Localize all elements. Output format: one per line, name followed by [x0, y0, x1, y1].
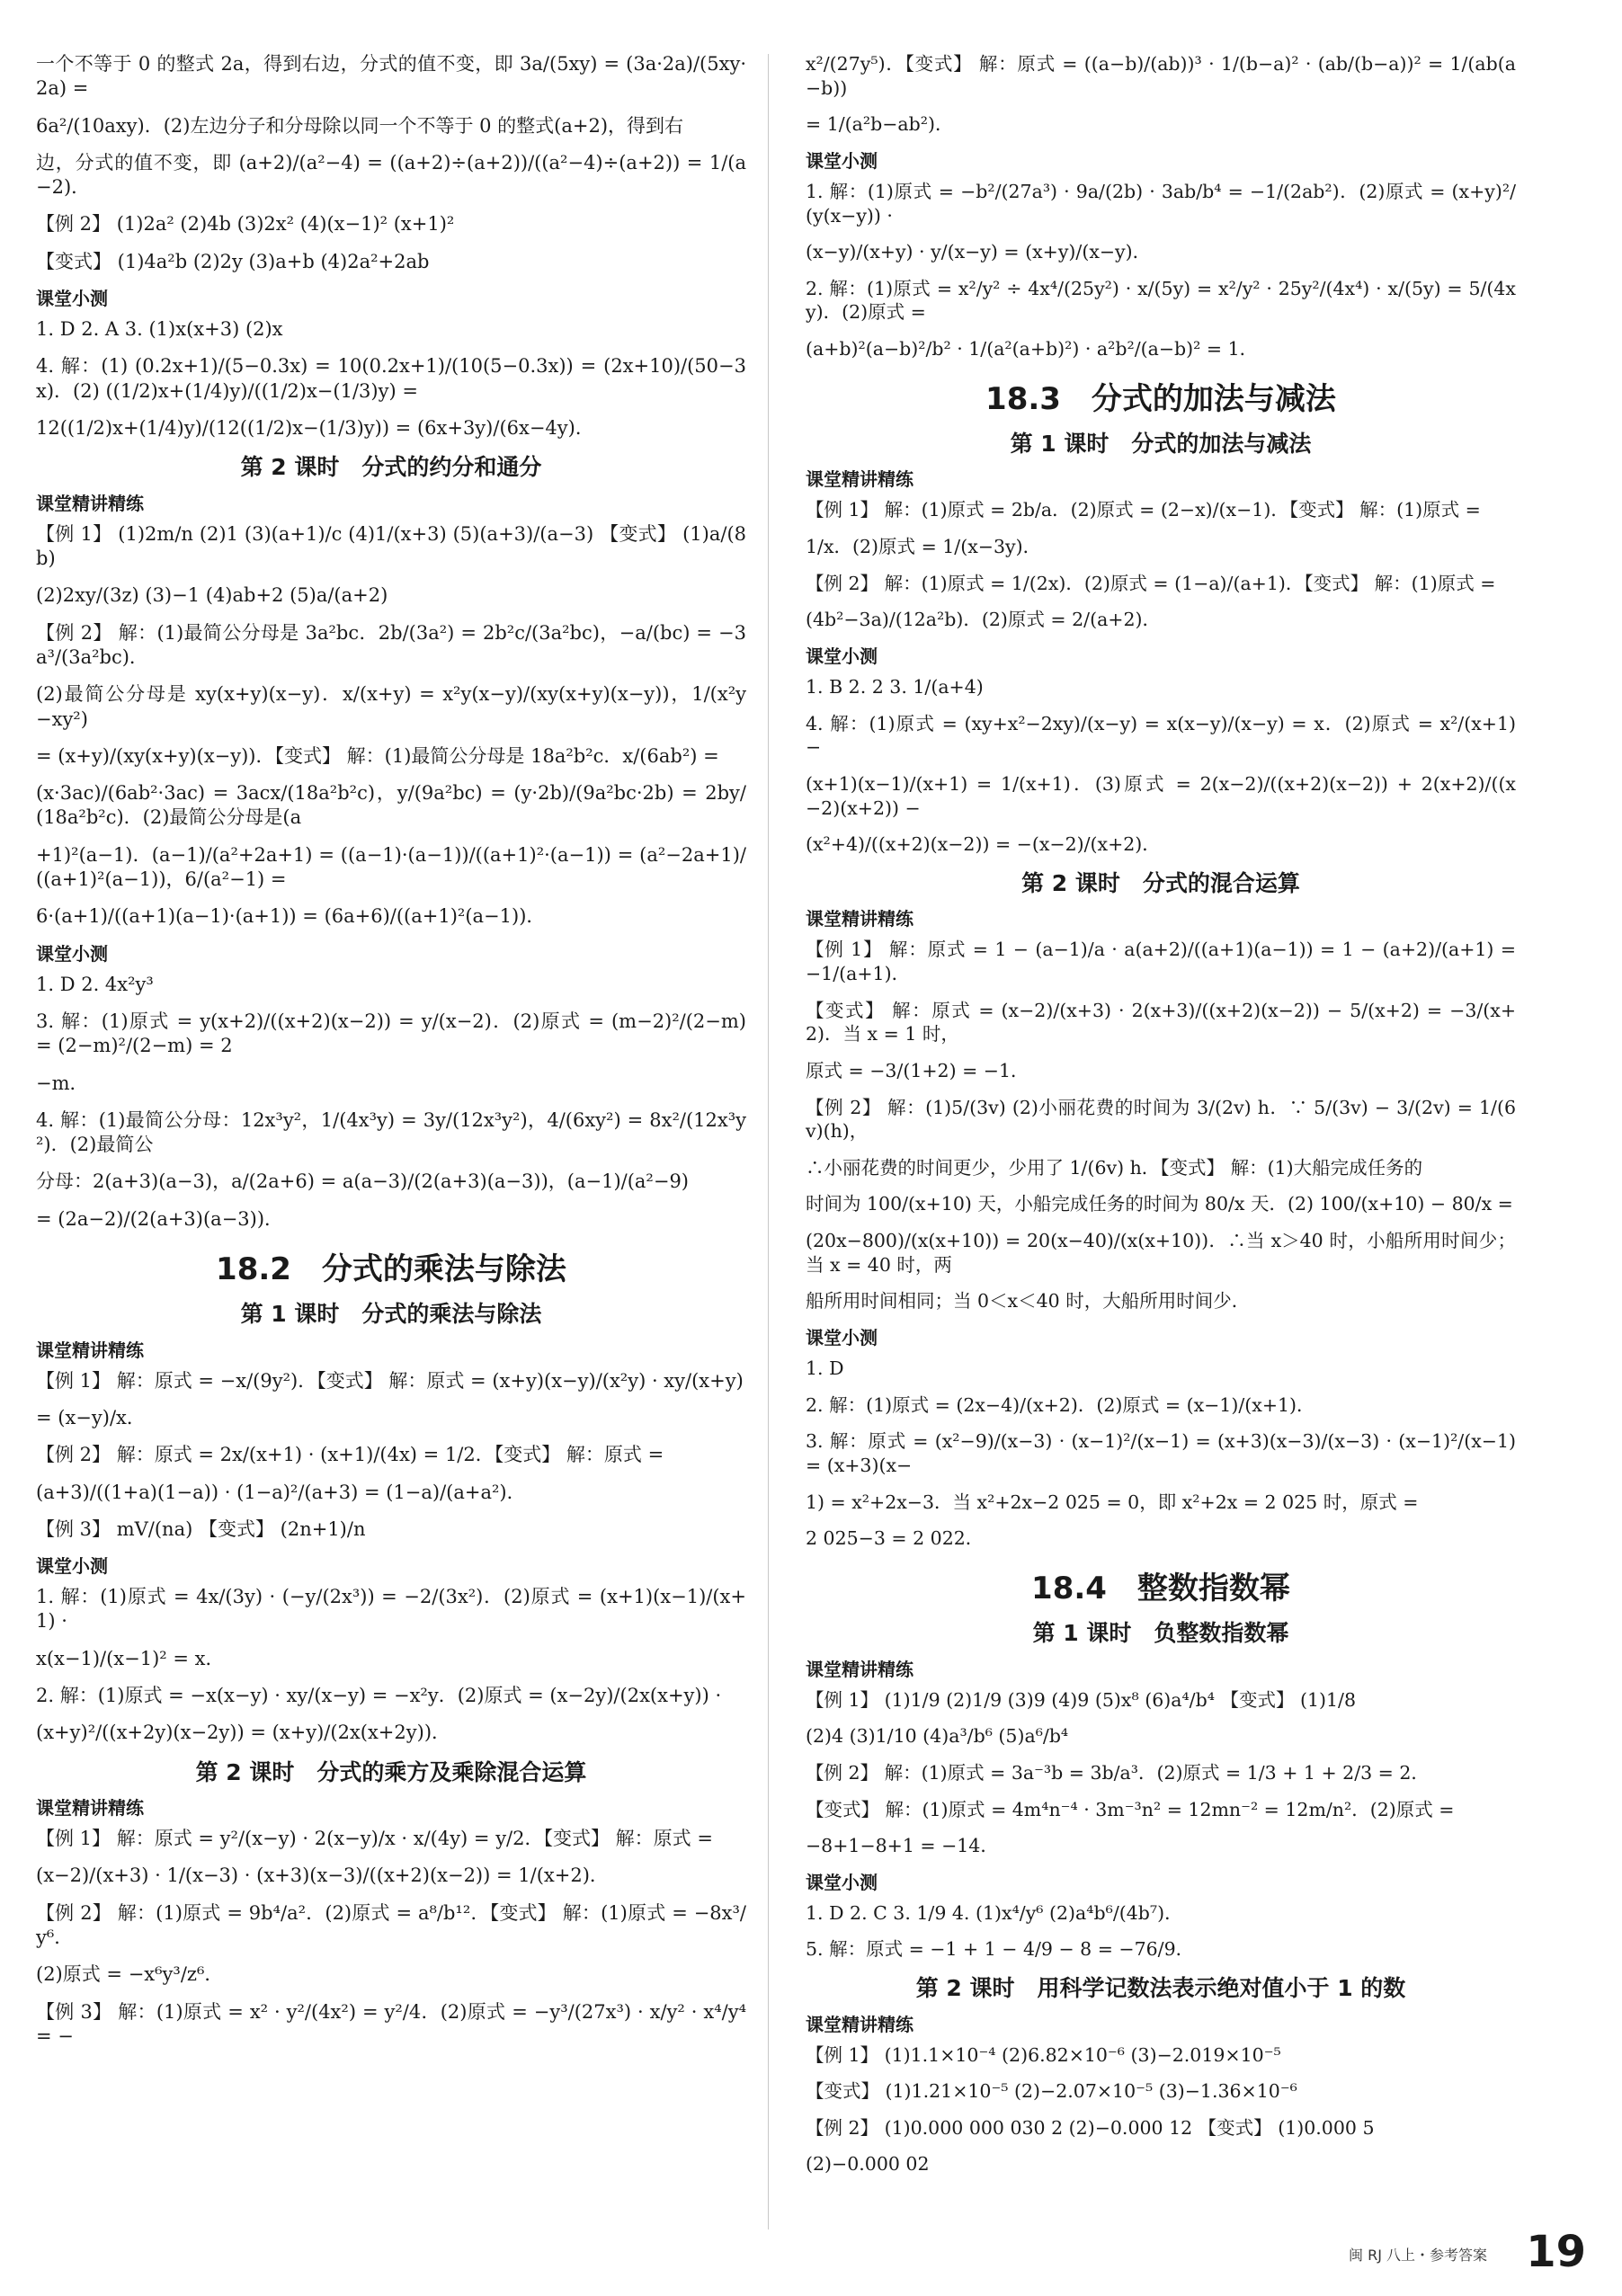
answer-line: 【例 1】 解：原式 = y²/(x−y) · 2(x−y)/x · x/(4y) = y/2．【变式】 解：原式 = — [36, 1828, 713, 1850]
answer-line: 【例 3】 mV/(na) 【变式】 (2n+1)/n — [36, 1517, 366, 1540]
lesson-title: 第 2 课时 分式的乘方及乘除混合运算 — [195, 1758, 587, 1785]
answer-line: (2)2xy/(3z) (3)−1 (4)ab+2 (5)a/(a+2) — [36, 584, 388, 607]
lesson-title: 第 1 课时 分式的乘法与除法 — [240, 1301, 542, 1328]
answer-line: (2)原式 = −x⁶y³/z⁶． — [36, 1963, 224, 1986]
answer-line: 1. D 2. C 3. 1/9 4. (1)x⁴/y⁶ (2)a⁴b⁶/(4b⁷)． — [806, 1901, 1183, 1924]
practice-heading: 课堂精讲精练 — [806, 468, 913, 491]
answer-line: (x·3ac)/(6ab²·3ac) = 3acx/(18a²b²c)，y/(9a²bc) = (y·2b)/(9a²bc·2b) = 2by/(18a²b²c)．(2)最简公分母是(a — [36, 782, 746, 829]
quiz-heading: 课堂小测 — [36, 1555, 108, 1578]
answer-line: 1. D 2. A 3. (1)x(x+3) (2)x — [36, 318, 283, 341]
answer-line: 4. 解：(1) (0.2x+1)/(5−0.3x) = 10(0.2x+1)/(10(5−0.3x)) = (2x+10)/(50−3x)．(2) ((1/2)x+(1/4)y)/((1/2)x−(1/3)y) = — [36, 355, 746, 402]
practice-heading: 课堂精讲精练 — [36, 492, 144, 514]
answer-line: 4. 解：(1)原式 = (xy+x²−2xy)/(x−y) = x(x−y)/(x−y) = x．(2)原式 = x²/(x+1) − — [806, 712, 1516, 759]
answer-line: = (2a−2)/(2(a+3)(a−3))． — [36, 1207, 284, 1230]
answer-line: 2. 解：(1)原式 = x²/y² ÷ 4x⁴/(25y²) · x/(5y) = x²/y² · 25y²/(4x⁴) · x/(5y) = 5/(4xy)．(2)原式 = — [806, 277, 1516, 324]
lesson-title: 第 2 课时 用科学记数法表示绝对值小于 1 的数 — [915, 1975, 1406, 2002]
answer-line: = 1/(a²b−ab²)． — [806, 113, 954, 136]
answer-line: 3. 解：原式 = (x²−9)/(x−3) · (x−1)²/(x−1) = (x+3)(x−3)/(x−3) · (x−1)²/(x−1) = (x+3)(x− — [806, 1430, 1516, 1476]
practice-lines — [36, 1827, 746, 2049]
quiz-heading: 课堂小测 — [806, 645, 878, 668]
quiz-lines — [36, 317, 746, 441]
answer-line: 4. 解：(1)最简公分母：12x³y²，1/(4x³y) = 3y/(12x³y²)，4/(6xy²) = 8x²/(12x³y²)．(2)最简公 — [36, 1108, 746, 1156]
right-column — [806, 52, 1516, 2189]
intro-lines — [806, 52, 1516, 137]
answer-line: 1. D — [806, 1357, 844, 1380]
answer-line: (a+b)²(a−b)²/b² · 1/(a²(a+b)²) · a²b²/(a−b)² = 1． — [806, 338, 1259, 360]
lesson-title: 第 1 课时 负整数指数幂 — [1032, 1620, 1289, 1647]
answer-line: 【例 2】 解：(1)原式 = 9b⁴/a²．(2)原式 = a⁸/b¹²．【变式】 解：(1)原式 = −8x³/y⁶． — [36, 1901, 746, 1949]
answer-line: 2. 解：(1)原式 = −x(x−y) · xy/(x−y) = −x²y．(2)原式 = (x−2y)/(2x(x+y)) · — [36, 1685, 722, 1707]
answer-line: −m． — [36, 1072, 89, 1094]
answer-line: 【例 2】 (1)2a² (2)4b (3)2x² (4)(x−1)² (x+1)² — [36, 213, 455, 236]
answer-line: 【例 1】 解：原式 = 1 − (a−1)/a · a(a+2)/((a+1)(a−1)) = 1 − (a+2)/(a+1) = −1/(a+1)． — [806, 939, 1516, 984]
answer-line: 1. B 2. 2 3. 1/(a+4) — [806, 676, 984, 699]
page-number: 19 — [1526, 2226, 1586, 2277]
footer-text: 闽 RJ 八上・参考答案 — [1348, 2247, 1487, 2265]
lesson-title: 第 2 课时 分式的混合运算 — [1021, 869, 1300, 896]
answer-line: 6a²/(10axy)．(2)左边分子和分母除以同一个不等于 0 的整式(a+2)，得到右 — [36, 114, 684, 137]
answer-line: (x−2)/(x+3) · 1/(x−3) · (x+3)(x−3)/((x+2)(x−2)) = 1/(x+2)． — [36, 1864, 609, 1887]
answer-line: x(x−1)/(x−1)² = x． — [36, 1647, 225, 1669]
answer-line: 2 025−3 = 2 022． — [806, 1527, 985, 1550]
answer-line: (a+3)/((1+a)(1−a)) · (1−a)²/(a+3) = (1−a)/(a+a²)． — [36, 1481, 526, 1503]
answer-line: x²/(27y⁵)．【变式】 解：原式 = ((a−b)/(ab))³ · 1/(b−a)² · (ab/(b−a))² = 1/(ab(a−b)) — [806, 53, 1516, 99]
practice-lines — [36, 522, 746, 930]
quiz-heading: 课堂小测 — [36, 942, 108, 965]
column-divider — [768, 54, 769, 2229]
answer-line: 1/x．(2)原式 = 1/(x−3y)． — [806, 536, 1042, 558]
lesson-title: 第 1 课时 分式的加法与减法 — [1010, 430, 1312, 457]
left-column — [36, 52, 746, 2061]
answer-line: 原式 = −3/(1+2) = −1． — [806, 1059, 1029, 1081]
answer-line: 【例 2】 解：(1)最简公分母是 3a²bc．2b/(3a²) = 2b²c/(3a²bc)，−a/(bc) = −3a³/(3a²bc)． — [36, 621, 746, 668]
practice-heading: 课堂精讲精练 — [36, 1339, 144, 1361]
answer-line: 2. 解：(1)原式 = (2x−4)/(x+2)．(2)原式 = (x−1)/(x+1)． — [806, 1393, 1315, 1416]
answer-line: 【变式】 (1)4a²b (2)2y (3)a+b (4)2a²+2ab — [36, 250, 430, 272]
quiz-heading: 课堂小测 — [806, 1327, 878, 1349]
practice-lines — [806, 1688, 1516, 1858]
section-title: 18.2 分式的乘法与除法 — [216, 1251, 566, 1287]
section-title: 18.4 整数指数幂 — [1031, 1570, 1290, 1606]
quiz-heading: 课堂小测 — [36, 288, 108, 310]
answer-line: 【例 2】 解：(1)5/(3v) (2)小丽花费的时间为 3/(2v) h．∵ 5/(3v) − 3/(2v) = 1/(6v)(h)， — [806, 1096, 1516, 1143]
answer-line: 【例 2】 解：原式 = 2x/(x+1) · (x+1)/(4x) = 1/2．【变式】 解：原式 = — [36, 1444, 664, 1466]
answer-line: 5. 解：原式 = −1 + 1 − 4/9 − 8 = −76/9． — [806, 1938, 1195, 1961]
answer-line: 【例 3】 解：(1)原式 = x² · y²/(4x²) = y²/4．(2)原式 = −y³/(27x³) · x/y² · x⁴/y⁴ = − — [36, 2000, 746, 2047]
practice-lines — [806, 2043, 1516, 2177]
answer-line: = (x+y)/(xy(x+y)(x−y))．【变式】 解：(1)最简公分母是 18a²b²c．x/(6ab²) = — [36, 744, 719, 767]
answer-line: 一个不等于 0 的整式 2a，得到右边，分式的值不变，即 3a/(5xy) = (3a·2a)/(5xy·2a) = — [36, 53, 746, 100]
answer-line: (x+1)(x−1)/(x+1) = 1/(x+1)．(3)原式 = 2(x−2)/((x+2)(x−2)) + 2(x+2)/((x−2)(x+2)) − — [806, 772, 1516, 819]
answer-line: −8+1−8+1 = −14． — [806, 1835, 999, 1857]
answer-line: 【变式】 解：(1)原式 = 4m⁴n⁻⁴ · 3m⁻³n² = 12mn⁻² = 12m/n²．(2)原式 = — [806, 1798, 1455, 1820]
answer-line: 1. D 2. 4x²y³ — [36, 973, 154, 995]
answer-line: 【例 2】 解：(1)原式 = 1/(2x)．(2)原式 = (1−a)/(a+1)．【变式】 解：(1)原式 = — [806, 572, 1496, 594]
answer-line: 【变式】 解：原式 = (x−2)/(x+3) · 2(x+3)/((x+2)(x−2)) − 5/(x+2) = −3/(x+2)．当 x = 1 时， — [806, 999, 1516, 1046]
answer-line: 1. 解：(1)原式 = 4x/(3y) · (−y/(2x³)) = −2/(3x²)．(2)原式 = (x+1)(x−1)/(x+1) · — [36, 1586, 746, 1633]
answer-line: 【变式】 (1)1.21×10⁻⁵ (2)−2.07×10⁻⁵ (3)−1.36×10⁻⁶ — [806, 2080, 1297, 2103]
quiz-heading: 课堂小测 — [806, 1871, 878, 1893]
answer-line: (2)最简公分母是 xy(x+y)(x−y)．x/(x+y) = x²y(x−y)/(xy(x+y)(x−y))，1/(x²y−xy²) — [36, 683, 746, 730]
answer-line: 【例 1】 (1)2m/n (2)1 (3)(a+1)/c (4)1/(x+3) (5)(a+3)/(a−3) 【变式】 (1)a/(8b) — [36, 522, 746, 570]
section-title: 18.3 分式的加法与减法 — [985, 380, 1336, 417]
answer-line: (4b²−3a)/(12a²b)．(2)原式 = 2/(a+2)． — [806, 609, 1162, 631]
quiz-lines — [806, 1357, 1516, 1551]
answer-line: 【例 1】 (1)1/9 (2)1/9 (3)9 (4)9 (5)x⁸ (6)a⁴/b⁴ 【变式】 (1)1/8 — [806, 1688, 1356, 1711]
practice-heading: 课堂精讲精练 — [806, 908, 913, 930]
quiz-lines — [36, 973, 746, 1232]
answer-line: 6·(a+1)/((a+1)(a−1)·(a+1)) = (6a+6)/((a+1)²(a−1))． — [36, 905, 546, 928]
answer-line: 【例 2】 (1)0.000 000 030 2 (2)−0.000 12 【变式】 (1)0.000 5 — [806, 2116, 1375, 2139]
answer-line: +1)²(a−1)．(a−1)/(a²+2a+1) = ((a−1)·(a−1))/((a+1)²·(a−1)) = (a²−2a+1)/((a+1)²(a−1))，6/(a²−1) = — [36, 843, 746, 891]
answer-line: 【例 1】 解：(1)原式 = 2b/a．(2)原式 = (2−x)/(x−1)．【变式】 解：(1)原式 = — [806, 499, 1481, 521]
answer-line: 船所用时间相同；当 0＜x＜40 时，大船所用时间少． — [806, 1290, 1251, 1313]
practice-lines — [36, 1369, 746, 1542]
practice-lines — [806, 498, 1516, 632]
answer-line: (2)−0.000 02 — [806, 2153, 930, 2176]
answer-line: 边，分式的值不变，即 (a+2)/(a²−4) = ((a+2)÷(a+2))/((a²−4)÷(a+2)) = 1/(a−2)． — [36, 151, 746, 199]
practice-heading: 课堂精讲精练 — [36, 1797, 144, 1820]
answer-line: (2)4 (3)1/10 (4)a³/b⁶ (5)a⁶/b⁴ — [806, 1725, 1069, 1748]
answer-line: 分母：2(a+3)(a−3)，a/(2a+6) = a(a−3)/(2(a+3)(a−3))，(a−1)/(a²−9) — [36, 1170, 689, 1193]
answer-line: 12((1/2)x+(1/4)y)/(12((1/2)x−(1/3)y)) = (6x+3y)/(6x−4y)． — [36, 416, 594, 439]
practice-heading: 课堂精讲精练 — [806, 2013, 913, 2035]
answer-line: 【例 1】 (1)1.1×10⁻⁴ (2)6.82×10⁻⁶ (3)−2.019×10⁻⁵ — [806, 2043, 1281, 2066]
answer-line: (x²+4)/((x+2)(x−2)) = −(x−2)/(x+2)． — [806, 833, 1161, 856]
answer-line: 【例 1】 解：原式 = −x/(9y²)．【变式】 解：原式 = (x+y)(x−y)/(x²y) · xy/(x+y) — [36, 1369, 744, 1392]
answer-line: (x−y)/(x+y) · y/(x−y) = (x+y)/(x−y)． — [806, 241, 1152, 263]
answer-line: 1. 解：(1)原式 = −b²/(27a³) · 9a/(2b) · 3ab/b⁴ = −1/(2ab²)．(2)原式 = (x+y)²/(y(x−y)) · — [806, 180, 1516, 227]
answer-line: ∴小丽花费的时间更少，少用了 1/(6v) h．【变式】 解：(1)大船完成任务的 — [806, 1156, 1423, 1179]
practice-heading: 课堂精讲精练 — [806, 1658, 913, 1680]
lesson-title: 第 2 课时 分式的约分和通分 — [240, 454, 542, 481]
answer-line: (20x−800)/(x(x+10)) = 20(x−40)/(x(x+10))．∴当 x＞40 时，小船所用时间少；当 x = 40 时，两 — [806, 1230, 1516, 1276]
quiz-heading: 课堂小测 — [806, 149, 878, 172]
quiz-lines — [806, 1901, 1516, 1962]
answer-line: 【例 2】 解：(1)原式 = 3a⁻³b = 3b/a³．(2)原式 = 1/3 + 1 + 2/3 = 2． — [806, 1761, 1430, 1784]
intro-lines — [36, 52, 746, 274]
quiz-lines — [36, 1585, 746, 1745]
answer-line: 时间为 100/(x+10) 天，小船完成任务的时间为 80/x 天．(2) 100/(x+10) − 80/x = — [806, 1193, 1513, 1215]
answer-line: 3. 解：(1)原式 = y(x+2)/((x+2)(x−2)) = y/(x−2)．(2)原式 = (m−2)²/(2−m) = (2−m)²/(2−m) = 2 — [36, 1010, 746, 1057]
practice-lines — [806, 938, 1516, 1313]
answer-line: (x+y)²/((x+2y)(x−2y)) = (x+y)/(2x(x+2y))． — [36, 1722, 451, 1744]
quiz-lines — [806, 180, 1516, 361]
answer-line: 1) = x²+2x−3．当 x²+2x−2 025 = 0，即 x²+2x = 2 025 时，原式 = — [806, 1491, 1419, 1513]
quiz-lines — [806, 675, 1516, 857]
answer-line: = (x−y)/x． — [36, 1406, 146, 1428]
